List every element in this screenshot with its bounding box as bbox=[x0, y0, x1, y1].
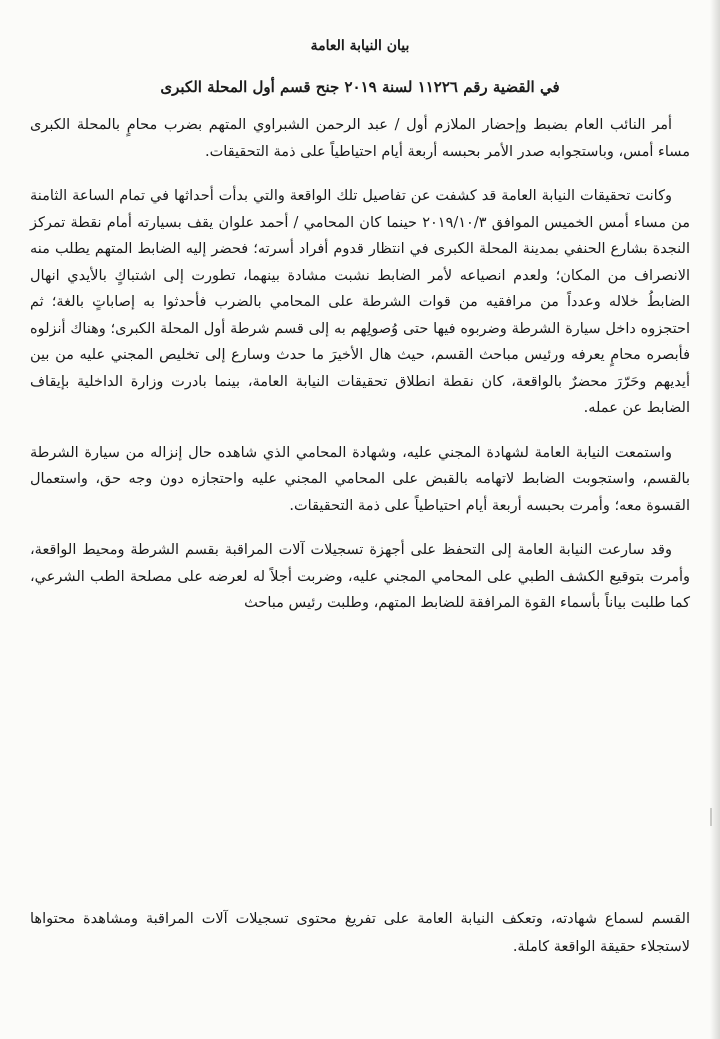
paragraph-arrest-order: أمر النائب العام بضبط وإحضار الملازم أول / عبد الرحمن الشبراوي المتهم بضرب محامٍ بالمحلة الكبرى مساء أمس، وباستجوابه صدر الأمر بحبسه أربعة أيام احتياطياً على ذمة التحقيقات. bbox=[30, 117, 690, 160]
document-title: بيان النيابة العامة bbox=[310, 38, 410, 54]
paragraph-evidence-measures: وقد سارعت النيابة العامة إلى التحفظ على أجهزة تسجيلات آلات المراقبة بقسم الشرطة ومحيط الواقعة، وأمرت بتوقيع الكشف الطبي على المحامي المجني عليه، وضربت أجلاً له لعرضه على مصلحة الطب الشرعي، كما طلبت بياناً بأسماء القوة المرافقة للضابط المتهم، وطلبت رئيس مباحث bbox=[30, 542, 690, 611]
case-subtitle: في القضية رقم ١١٢٢٦ لسنة ٢٠١٩ جنح قسم أول المحلة الكبرى bbox=[160, 78, 560, 96]
statement-body bbox=[30, 112, 690, 635]
paragraph-testimonies: واستمعت النيابة العامة لشهادة المجني عليه، وشهادة المحامي الذي شاهده حال إنزاله من سيارة الشرطة بالقسم، واستجوبت الضابط لاتهامه بالقبض على المحامي المجني عليه واحتجازه دون وجه حق، واستعمال القسوة معه؛ وأمرت بحبسه أربعة أيام احتياطياً على ذمة التحقيقات. bbox=[30, 444, 690, 514]
paragraph-closing: القسم لسماع شهادته، وتعكف النيابة العامة على تفريغ محتوى تسجيلات آلات المراقبة ومشاهدة محتواها لاستجلاء حقيقة الواقعة كاملة. bbox=[30, 911, 690, 955]
statement-closing bbox=[30, 905, 690, 961]
paragraph-incident-details: وكانت تحقيقات النيابة العامة قد كشفت عن تفاصيل تلك الواقعة والتي بدأت أحداثها في تمام الساعة الثامنة من مساء أمس الخميس الموافق ٢٠١٩/١٠/٣ حينما كان المحامي / أحمد علوان يقف بسيارته أمام نقطة تمركز النجدة بشارع الحنفي بمدينة المحلة الكبرى في انتظار قدوم أفراد أسرته؛ فحضر إليه الضابط المتهم يطلب منه الانصراف من المكان؛ ولعدم انصياعه لأمر الضابط نشبت مشادة بينهما، تطورت إلى اشتباكٍ بالأيدي انهال الضابطُ خلاله وعدداً من مرافقيه من قوات الشرطة على المحامي بالضرب فأحدثوا به إصاباتٍ بالغة؛ ثم احتجزوه داخل سيارة الشرطة وضربوه فيها حتى وُصولِهم به إلى قسم شرطة أول المحلة الكبرى؛ وهناك أنزلوه فأبصره محامٍ يعرفه ورئيس مباحث القسم، حيث هال الأخيرَ ما حدث وسارع إلى تخليص المجني عليه من بين أيديهم وحَرّرَ محضرٌ بالواقعة، كان نقطة انطلاق تحقيقات النيابة العامة، بينما بادرت وزارة الداخلية بإيقاف الضابط عن عمله. bbox=[30, 188, 690, 416]
page-fold-mark bbox=[710, 808, 712, 826]
page-edge-shadow bbox=[710, 0, 720, 1039]
